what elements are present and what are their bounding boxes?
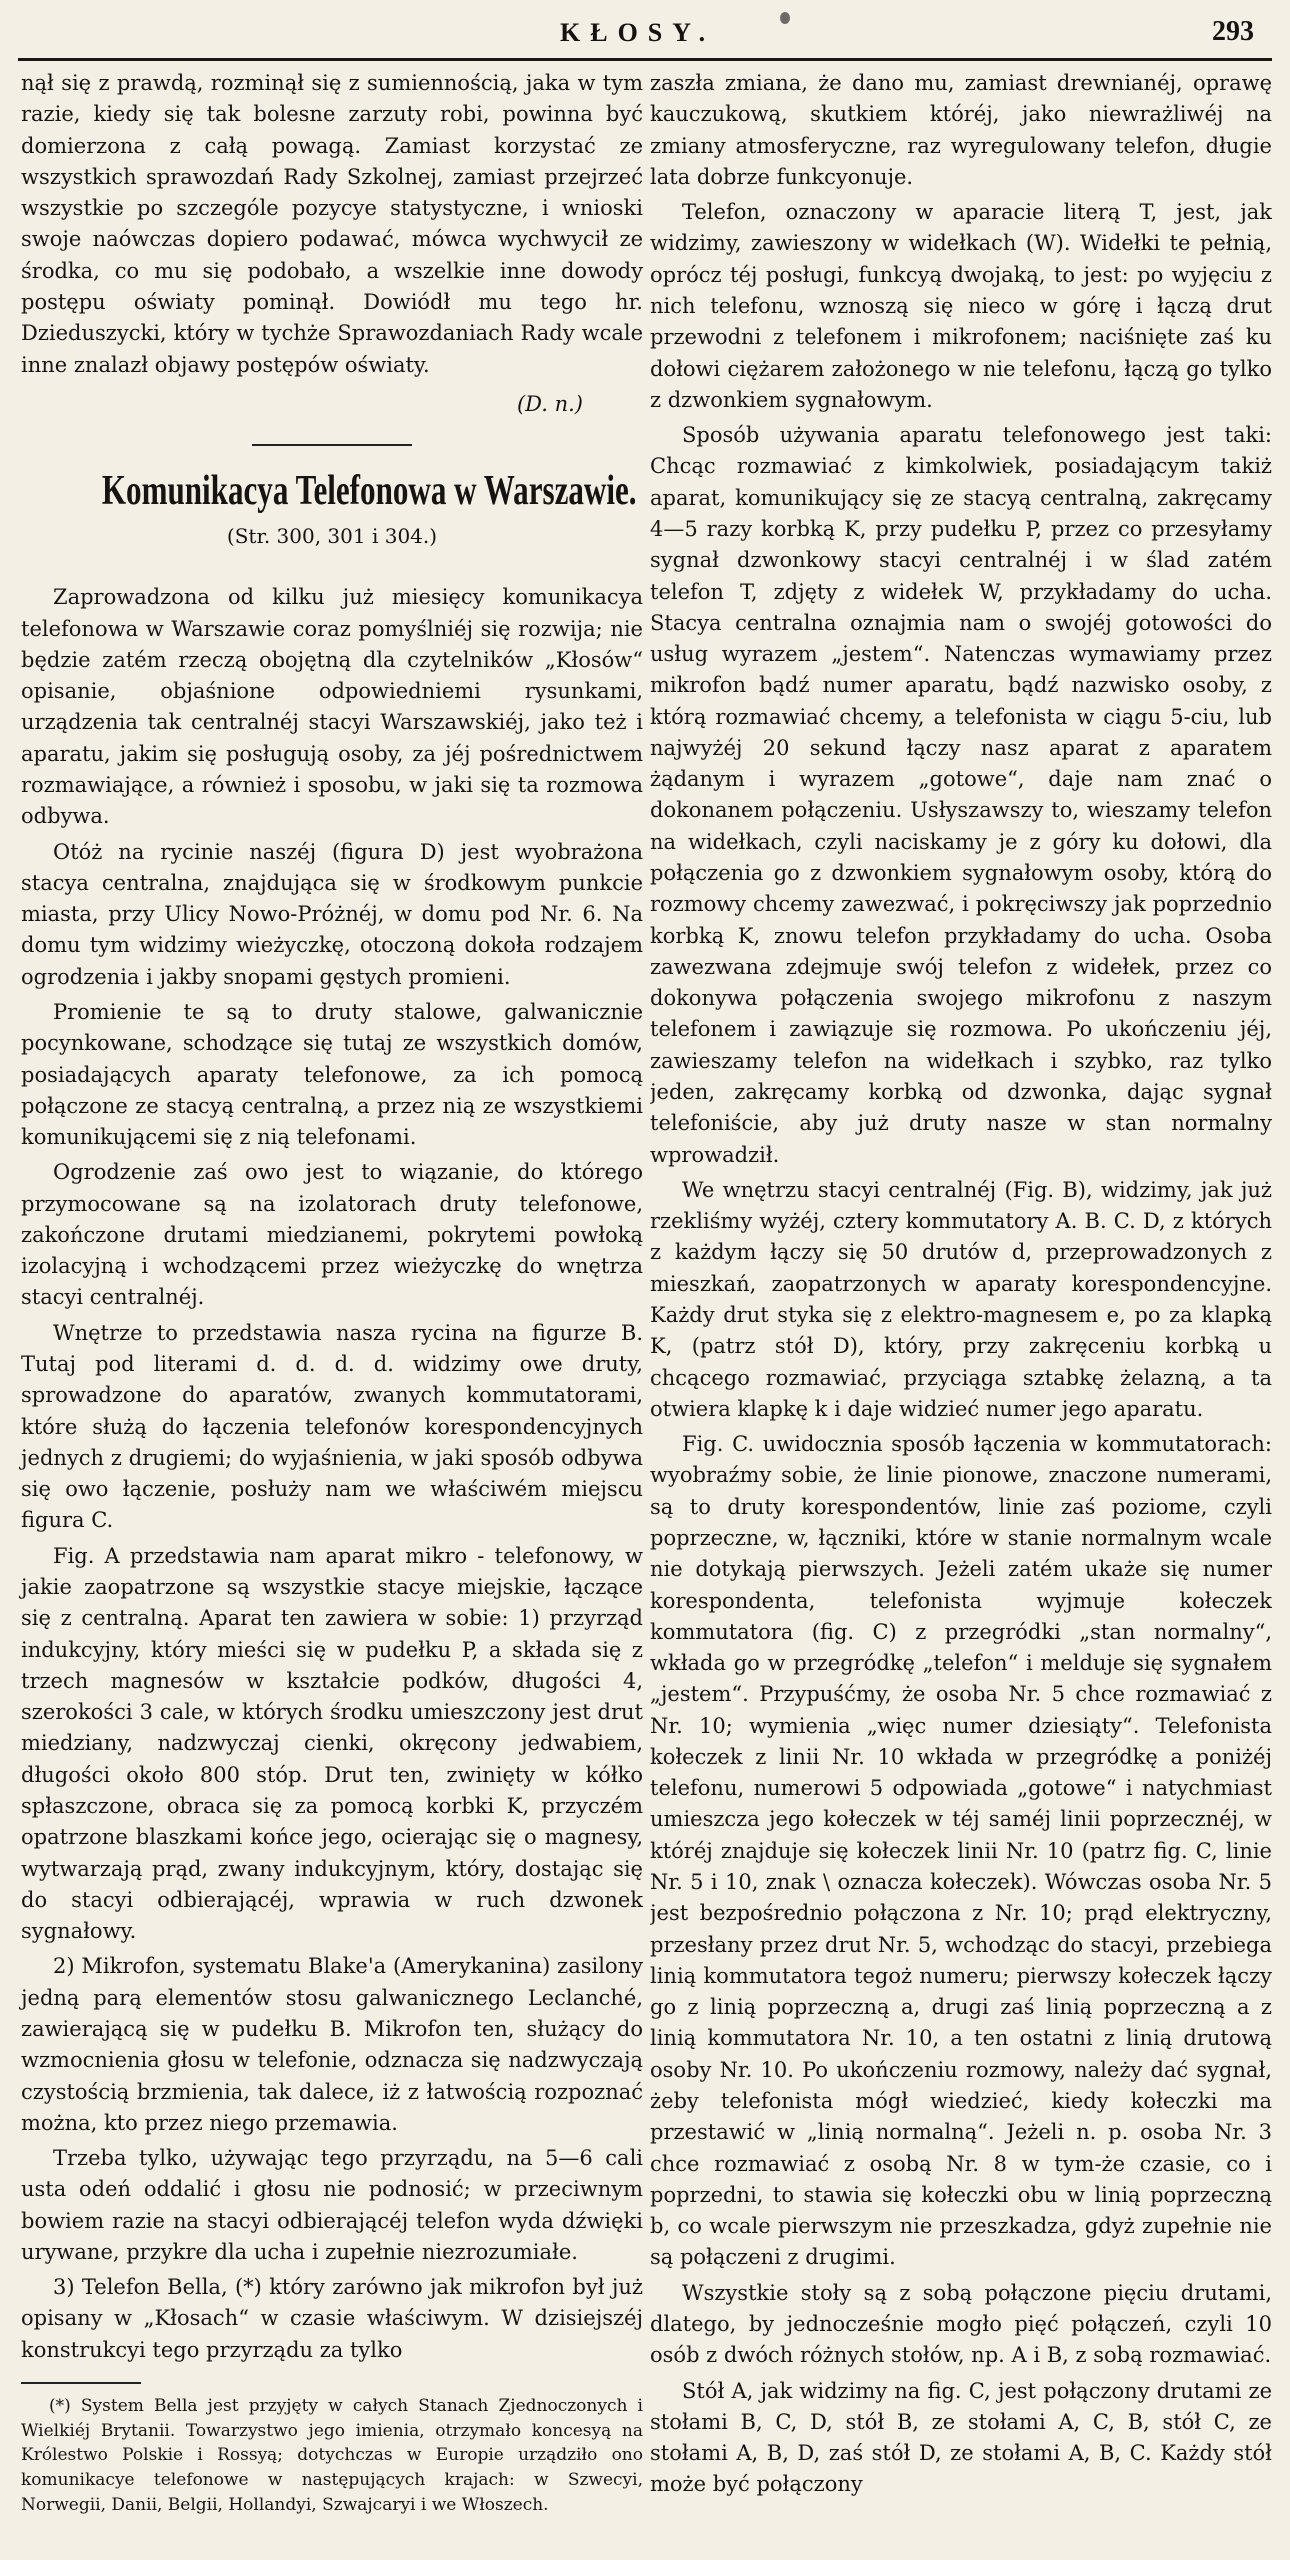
article-subtitle: (Str. 300, 301 i 304.) [226, 524, 438, 549]
right-paragraph-7: Stół A, jak widzimy na fig. C, jest połączony drutami ze stołami B, C, D, stół B, ze stołami A, C, B, stół C, ze stołami A, B, D, zaś stół D, ze stołami A, B, C. Każdy stół może być połączony [650, 2378, 1272, 2497]
right-paragraph-4: We wnętrzu stacyi centralnéj (Fig. B), widzimy, jak już rzekliśmy wyżéj, cztery kommutatory A. B. C. D, z których z każdym łączy się 50 drutów d, przeprowadzonych z mieszkań, zaopatrzonych w aparaty korespondencyjne. Każdy drut styka się z elektro-magnesem e, po za klapką K, (patrz stół D), który, przy zakręceniu korbką u chcącego rozmawiać, przyciąga sztabkę żelazną, a ta otwiera klapkę k i daje widzieć numer jego aparatu. [650, 1177, 1272, 1421]
article-title: Komunikacya Telefonowa w Warszawie. [101, 468, 637, 515]
right-paragraph-2: Telefon, oznaczony w aparacie literą T, jest, jak widzimy, zawieszony w widełkach (W). Widełki te pełnią, oprócz téj posługi, funkcyą dwojaką, to jest: po wyjęciu z nich telefonu, wznoszą się nieco w górę i łączą drut przewodni z telefonem i mikrofonem; naciśnięte zaś ku dołowi ciężarem założonego w nie telefonu, łączą go tylko z dzwonkiem sygnałowym. [650, 200, 1272, 412]
left-paragraph-1: nął się z prawdą, rozminął się z sumiennością, jaka w tym razie, kiedy się tak bolesne zarzuty robi, powinna być domierzona z całą powagą. Zamiast korzystać ze wszystkich sprawozdań Rady Szkolnej, zamiast przejrzeć wszystkie po szczególe pozycye statystyczne, i wnioski swoje naówczas dopiero podawać, mówca wychwycił ze środka, co mu się podobało, a wszelkie inne dowody postępu oświaty pominął. Dowiódł mu tego hr. Dzieduszycki, który w tychże Sprawozdaniach Rady wcale inne znalazł objawy postępów oświaty. [21, 71, 643, 377]
footnote: (*) System Bella jest przyjęty w całych Stanach Zjednoczonych i Wielkiéj Brytanii. Towarzystwo jego imienia, otrzymało koncesyą na Królestwo Polskie i Rossyą; dotychczas w Europie urządziło ono komunikacye telefonowe w następujących krajach: w Szwecyi, Norwegii, Danii, Belgii, Hollandyi, Szwajcaryi i we Włoszech. [21, 2396, 643, 2515]
right-paragraph-6: Wszystkie stoły są z sobą połączone pięciu drutami, dlatego, by jednocześnie mogło pięć połączeń, czyli 10 osób z dwóch różnych stołów, np. A i B, z sobą rozmawiać. [650, 2280, 1272, 2368]
left-paragraph-2: Zaprowadzona od kilku już miesięcy komunikacya telefonowa w Warszawie coraz pomyślniéj się rozwija; nie będzie zatém rzeczą obojętną dla czytelników „Kłosów“ opisanie, objaśnione odpowiedniemi rysunkami, urządzenia tak centralnéj stacyi Warszawskiéj, jako też i aparatu, jakim się posługują osoby, za jéj pośrednictwem rozmawiające, a również i sposobu, w jaki się ta rozmowa odbywa. [21, 585, 643, 829]
left-paragraph-9: Trzeba tylko, używając tego przyrządu, na 5—6 cali usta odeń oddalić i głosu nie podnosić; w przeciwnym bowiem razie na stacyi odbierającéj telefon wyda dźwięki urywane, przykre dla ucha i zupełnie niezrozumiałe. [21, 2146, 643, 2264]
left-paragraph-5: Ogrodzenie zaś owo jest to wiązanie, do którego przymocowane są na izolatorach druty telefonowe, zakończone drutami miedzianemi, pokrytemi powłoką izolacyjną i wchodzącemi przez wieżyczkę do wnętrza stacyi centralnéj. [21, 1160, 643, 1310]
left-paragraph-7: Fig. A przedstawia nam aparat mikro - telefonowy, w jakie zaopatrzone są wszystkie stacye miejskie, łączące się z centralną. Aparat ten zawiera w sobie: 1) przyrząd indukcyjny, który mieści się w pudełku P, a składa się z trzech magnesów w kształcie podków, długości 4, szerokości 3 cale, w których środku umieszczony jest drut miedziany, nadzwyczaj cienki, okręcony jedwabiem, długości około 800 stóp. Drut ten, zwinięty w kółko spłaszczone, obraca się za pomocą korbki K, przyczém opatrzone blaszkami końce jego, ocierając się o magnesy, wytwarzają prąd, zwany indukcyjnym, który, dostając się do stacyi odbierającéj, wprawia w ruch dzwonek sygnałowy. [21, 1543, 643, 1944]
print-mark [780, 12, 790, 24]
left-paragraph-8: 2) Mikrofon, systematu Blake'a (Amerykanina) zasilony jedną parą elementów stosu galwanicznego Leclanché, zawierającą się w pudełku B. Mikrofon ten, służący do wzmocnienia głosu w telefonie, odznacza się nadzwyczają czystością brzmienia, tak dalece, iż z łatwością rozpoznać można, kto przez niego przemawia. [21, 1954, 643, 2135]
footnote-rule [21, 2382, 141, 2384]
header-rule [18, 58, 1272, 61]
left-paragraph-10: 3) Telefon Bella, (*) który zarówno jak mikrofon był już opisany w „Kłosach“ w czasie właściwym. W dzisiejszéj konstrukcyi tego przyrządu za tylko [21, 2275, 643, 2362]
article-separator [252, 444, 412, 446]
left-paragraph-6: Wnętrze to przedstawia nasza rycina na figurze B. Tutaj pod literami d. d. d. d. widzimy owe druty, sprowadzone do aparatów, zwanych kommutatorami, które służą do łączenia telefonów korespondencyjnych jednych z drugiemi; do wyjaśnienia, w jaki sposób odbywa się owo łączenie, posłuży nam we właściwém miejscu figura C. [21, 1320, 643, 1533]
left-paragraph-4: Promienie te są to druty stalowe, galwanicznie pocynkowane, schodzące się tutaj ze wszystkich domów, posiadających aparaty telefonowe, za ich pomocą połączone ze stacyą centralną, a przez nią ze wszystkiemi komunikującemi się z nią telefonami. [21, 999, 643, 1150]
page-header [0, 0, 1290, 74]
left-paragraph-3: Otóż na rycinie naszéj (figura D) jest wyobrażona stacya centralna, znajdująca się w środkowym punkcie miasta, przy Ulicy Nowo-Próżnéj, w domu pod Nr. 6. Na domu tym widzimy wieżyczkę, otoczoną dokoła rodzajem ogrodzenia i jakby snopami gęstych promieni. [21, 839, 643, 989]
journal-title: KŁOSY. [560, 18, 716, 47]
page-number: 293 [1212, 16, 1254, 47]
right-column [650, 68, 1272, 2548]
right-paragraph-3: Sposób używania aparatu telefonowego jest taki: Chcąc rozmawiać z kimkolwiek, posiadającym takiż aparat, komunikujący się ze stacyą centralną, zakręcamy 4—5 razy korbką K, przy pudełku P, przez co przesyłamy sygnał dzwonkowy stacyi centralnéj i w ślad zatém telefon T, zdjęty z widełek W, przykładamy do ucha. Stacya centralna oznajmia nam o swojéj gotowości do usług wyrazem „jestem“. Natenczas wymawiamy przez mikrofon bądź numer aparatu, bądź nazwisko osoby, z którą rozmawiać chcemy, a telefonista w ciągu 5-ciu, lub najwyżéj 20 sekund łączy nasz aparat z aparatem żądanym i wyrazem „gotowe“, daje nam znać o dokonanem połączeniu. Usłyszawszy to, wieszamy telefon na widełkach, czyli naciskamy je z góry ku dołowi, dla połączenia go z dzwonkiem sygnałowym osoby, którą do rozmowy chcemy zawezwać, i pokręciwszy jak poprzednio korbką K, znowu telefon przykładamy do ucha. Osoba zawezwana zdejmuje swój telefon z widełek, przez co dokonywa połączenia swojego mikrofonu z naszym telefonem i zawiązuje się rozmowa. Po ukończeniu jéj, zawieszamy telefon na widełkach i szybko, raz tylko jeden, zakręcamy korbką od dzwonka, dając sygnał telefoniście, aby już druty nasze w stan normalny wprowadził. [650, 423, 1272, 1167]
left-column [21, 68, 643, 2517]
right-paragraph-5: Fig. C. uwidocznia sposób łączenia w kommutatorach: wyobraźmy sobie, że linie pionowe, znaczone numerami, są to druty korespondentów, linie zaś poziome, czyli poprzeczne, w, łączniki, które w stanie normalnym wcale nie dotykają pierwszych. Jeżeli zatém ukaże się numer korespondenta, telefonista wyjmuje kołeczek kommutatora (fig. C) z przegródki „stan normalny“, wkłada go w przegródkę „telefon“ i melduje się sygnałem „jestem“. Przypuśćmy, że osoba Nr. 5 chce rozmawiać z Nr. 10; wymienia „więc numer dziesiąty“. Telefonista kołeczek z linii Nr. 10 wkłada w przegródkę a poniżéj telefonu, numerowi 5 odpowiada „gotowe“ i natychmiast umieszcza jego kołeczek w téj saméj linii poprzecznéj, w któréj znajduje się kołeczek linii Nr. 10 (patrz fig. C, linie Nr. 5 i 10, znak \ oznacza kołeczek). Wówczas osoba Nr. 5 jest bezpośrednio połączona z Nr. 10; prąd elektryczny, przesłany przez drut Nr. 5, wchodząc do stacyi, przebiega linią kommutatora tegoż numeru; pierwszy kołeczek łączy go z linią poprzeczną a, drugi zaś linią poprzeczną a z linią kommutatora Nr. 10, a ten ostatni z linią drutową osoby Nr. 10. Po ukończeniu rozmowy, należy dać sygnał, żeby telefonista mógł wiedzieć, kiedy kołeczki ma przestawić w „linią normalną“. Jeżeli n. p. osoba Nr. 3 chce rozmawiać z osobą Nr. 8 w tym-że czasie, co i poprzedni, to stawia się kołeczki obu w linią poprzeczną b, co wcale pierwszym nie przeszkadza, gdyż zupełnie nie są połączeni z drugimi. [650, 1432, 1272, 2270]
right-paragraph-1: zaszła zmiana, że dano mu, zamiast drewnianéj, oprawę kauczukową, skutkiem któréj, jako niewrażliwéj na zmiany atmosferyczne, raz wyregulowany telefon, długie lata dobrze funkcyonuje. [650, 71, 1272, 189]
article-signature: (D. n.) [516, 391, 583, 416]
